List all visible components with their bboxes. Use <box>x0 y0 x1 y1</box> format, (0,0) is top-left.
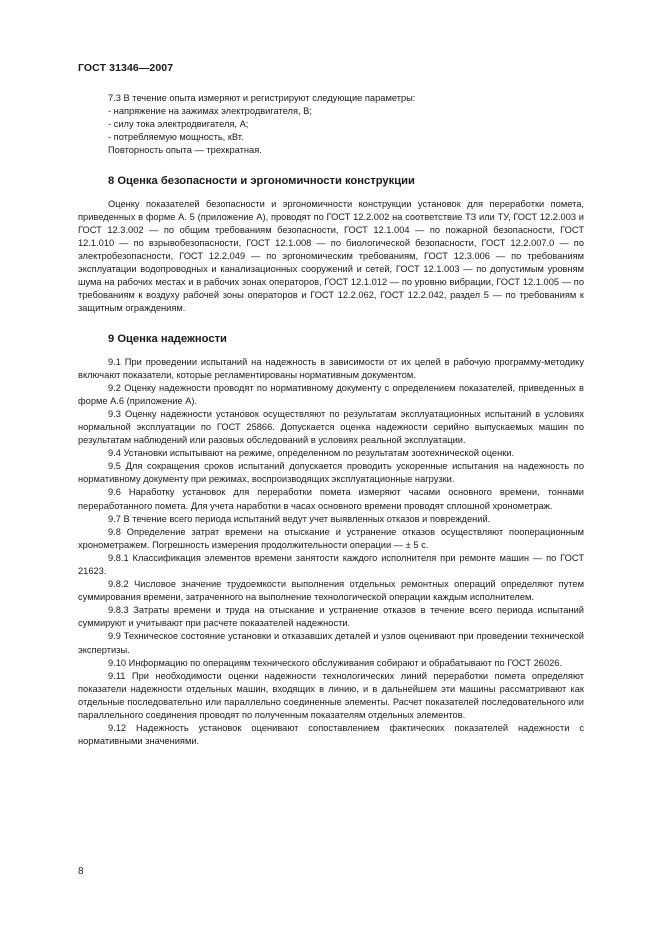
clause-9-5: 9.5 Для сокращения сроков испытаний допускается проводить ускоренные испытания на надежность по нормативному документу при режимах, воспроизводящих эксплуатационные нагрузки. <box>78 461 584 485</box>
clause-9-3: 9.3 Оценку надежности установок осуществляют по результатам эксплуатационных испытаний в условиях нормальной эксплуатации по ГОСТ 25866. Допускается оценка надежности серийно выпускаемых машин по результатам наблюдений или разовых обследований в условиях реальной эксплуатации. <box>78 408 584 446</box>
repeat-note: Повторность опыта — трехкратная. <box>108 145 262 156</box>
clause-9-7: 9.7 В течение всего периода испытаний ведут учет выявленных отказов и повреждений. <box>108 513 491 524</box>
clause-9-9: 9.9 Техническое состояние установки и отказавших деталей и узлов оценивают при проведении технической экспертизы. <box>78 631 584 655</box>
list-item: - напряжение на зажимах электродвигателя, В; <box>108 106 312 117</box>
section-8-paragraph: Оценку показателей безопасности и эргономичности конструкции установок для переработки помета, приведенных в форме А. 5 (приложение А), проводят по ГОСТ 12.2.002 на соответствие ТЗ или ТУ, ГОСТ 12.2.003 и ГОСТ 12.3.002 — по общим требованиям безопасности, ГОСТ 12.1.004 — по пожарной безопасности, ГОСТ 12.1.010 — по взрывобезопасности, ГОСТ 12.1.008 — по биологической безопасности, ГОСТ 12.2.007.0 — по электробезопасности, ГОСТ 12.2.049 — по эргономическим требованиям, ГОСТ 12.3.006 — по требованиям эксплуатации водопроводных и канализационных сооружений и сетей, ГОСТ 12.1.003 — по допустимым уровням шума на рабочих местах и в рабочих зонах операторов, ГОСТ 12.1.012 — по уровню вибрации, ГОСТ 12.1.005 — по требованиям к воздуху рабочей зоны операторов и ГОСТ 12.2.062, ГОСТ 12.2.042, раздел 5 — по требованиям к защитным ограждениям. <box>78 198 584 314</box>
clause-9-8-3: 9.8.3 Затраты времени и труда на отыскание и устранение отказов в течение всего периода испытаний суммируют и учитывают при расчете показателей надежности. <box>78 605 584 629</box>
clause-7-3: 7.3 В течение опыта измеряют и регистрируют следующие параметры: <box>108 93 416 103</box>
list-item: - потребляемую мощность, кВт. <box>108 132 244 143</box>
clause-9-11: 9.11 При необходимости оценки надежности технологических линий переработки помета определяют показатели надежности отдельных машин, входящих в линию, и в дальнейшем эти машины рассматривают как отдельные последовательно или параллельно соединенные элементы. Расчет показателей последовательного или параллельного соединения проводят по полученным показателям отдельных элементов. <box>78 670 584 721</box>
clause-9-8-1: 9.8.1 Классификация элементов времени занятости каждого исполнителя при ремонте машин — по ГОСТ 21623. <box>78 552 584 576</box>
clause-9-6: 9.6 Наработку установок для переработки помета измеряют часами основного времени, тоннами переработанного помета. Для учета наработки в часах основного времени проводят сплошной хронометраж. <box>78 487 584 511</box>
clause-9-8-2: 9.8.2 Числовое значение трудоемкости выполнения отдельных ремонтных операций определяют путем суммирования времени, затраченного на выполнение технологической операции каждым исполнителем. <box>78 579 584 603</box>
clause-9-10: 9.10 Информацию по операциям технического обслуживания собирают и обрабатывают по ГОСТ 26026. <box>108 657 563 668</box>
page-number: 8 <box>78 866 84 877</box>
document-header: ГОСТ 31346—2007 <box>78 62 174 74</box>
clause-9-1: 9.1 При проведении испытаний на надежность в зависимости от их целей в рабочую программу-методику включают показатели, которые регламентированы нормативным документом. <box>78 356 584 380</box>
clause-9-2: 9.2 Оценку надежности проводят по нормативному документу с определением показателей, приведенных в форме А.6 (приложение А). <box>78 382 584 406</box>
document-body <box>78 92 584 748</box>
list-item: - силу тока электродвигателя, А; <box>108 119 249 130</box>
clause-9-12: 9.12 Надежность установок оценивают сопоставлением фактических показателей надежности с нормативными значениями. <box>78 723 584 747</box>
clause-9-4: 9.4 Установки испытывают на режиме, определенном по результатам зоотехнической оценки. <box>108 448 515 459</box>
section-heading-8: 8 Оценка безопасности и эргономичности конструкции <box>108 175 415 188</box>
section-heading-9: 9 Оценка надежности <box>108 333 227 346</box>
clause-9-8: 9.8 Определение затрат времени на отыскание и устранение отказов осуществляют пооперационным хронометражем. Погрешность измерения продолжительности операции — ± 5 с. <box>78 526 584 550</box>
